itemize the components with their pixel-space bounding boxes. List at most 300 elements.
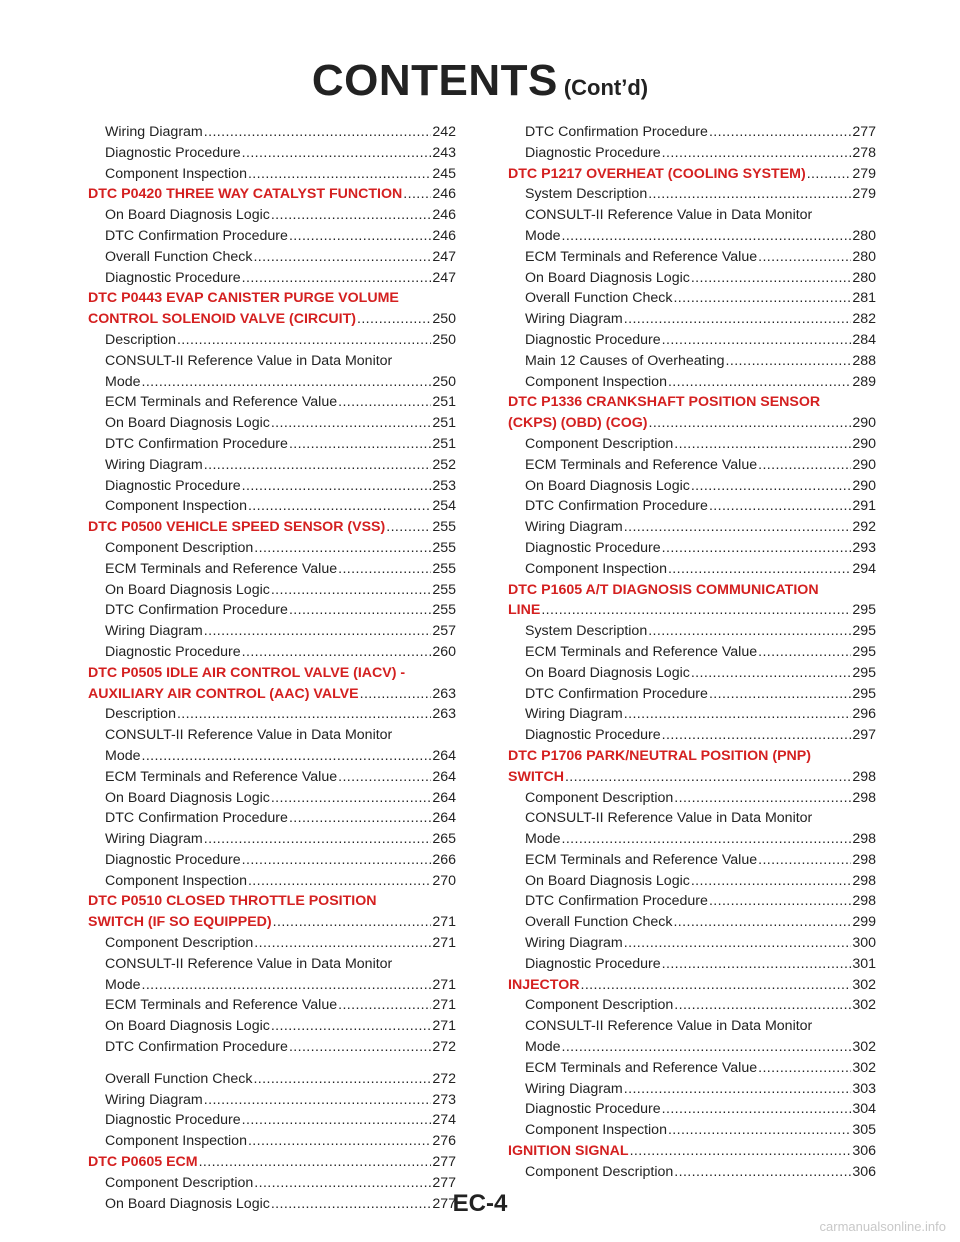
- toc-dot-leader: [254, 933, 431, 954]
- toc-page-number: 302: [852, 1039, 876, 1056]
- toc-page-number: 277: [432, 1195, 456, 1212]
- toc-subentry[interactable]: [508, 372, 876, 393]
- toc-dot-leader: [271, 413, 432, 434]
- toc-entry-title: Wiring Diagram: [525, 1080, 623, 1097]
- toc-subentry[interactable]: [88, 268, 456, 289]
- toc-subentry[interactable]: [508, 663, 876, 684]
- toc-entry-title: DTC Confirmation Procedure: [525, 498, 708, 515]
- toc-dot-leader: [142, 746, 432, 767]
- toc-subentry[interactable]: [508, 288, 876, 309]
- toc-entry-title: CONSULT-II Reference Value in Data Monitor: [105, 727, 393, 744]
- toc-subentry[interactable]: [88, 226, 456, 247]
- toc-entry-title: Mode: [105, 976, 141, 993]
- toc-entry-title: Component Inspection: [105, 165, 247, 182]
- toc-subentry[interactable]: [88, 600, 456, 621]
- toc-entry-title: Component Description: [525, 997, 674, 1014]
- toc-section-entry[interactable]: [88, 309, 456, 330]
- toc-subentry[interactable]: [88, 122, 456, 143]
- toc-entry-title: Main 12 Causes of Overheating: [525, 352, 725, 369]
- toc-section-title: DTC P0510 CLOSED THROTTLE POSITION: [88, 893, 377, 910]
- toc-entry-title: Description: [105, 706, 176, 723]
- toc-subentry[interactable]: [88, 808, 456, 829]
- toc-section-entry[interactable]: [88, 684, 456, 705]
- toc-subentry[interactable]: [508, 725, 876, 746]
- toc-entry-title: On Board Diagnosis Logic: [105, 415, 270, 432]
- toc-entry-title: Overall Function Check: [525, 290, 673, 307]
- toc-subentry[interactable]: [508, 871, 876, 892]
- toc-page-number: 300: [852, 935, 876, 952]
- toc-entry-title: CONSULT-II Reference Value in Data Monitor: [105, 352, 393, 369]
- toc-entry-title: Component Description: [105, 539, 254, 556]
- toc-subentry[interactable]: [88, 788, 456, 809]
- toc-dot-leader: [668, 1120, 851, 1141]
- toc-dot-leader: [624, 309, 852, 330]
- toc-page-number: 302: [852, 997, 876, 1014]
- toc-dot-leader: [662, 1099, 852, 1120]
- toc-dot-leader: [338, 392, 431, 413]
- toc-section-entry[interactable]: [508, 975, 876, 996]
- toc-dot-leader: [253, 247, 431, 268]
- toc-page-number: 282: [852, 311, 876, 328]
- toc-dot-leader: [709, 891, 851, 912]
- toc-entry-title: DTC Confirmation Procedure: [105, 227, 288, 244]
- toc-entry-title: Diagnostic Procedure: [105, 269, 241, 286]
- toc-dot-leader: [709, 122, 851, 143]
- toc-dot-leader: [691, 663, 852, 684]
- toc-subentry[interactable]: [508, 621, 876, 642]
- toc-dot-leader: [271, 1016, 432, 1037]
- toc-page-number: 284: [852, 331, 876, 348]
- toc-entry-title: Wiring Diagram: [105, 1091, 203, 1108]
- toc-dot-leader: [674, 1162, 851, 1183]
- toc-entry-title: Overall Function Check: [105, 248, 253, 265]
- toc-section-title: CONTROL SOLENOID VALVE (CIRCUIT): [88, 311, 356, 328]
- toc-entry-title: ECM Terminals and Reference Value: [525, 456, 758, 473]
- toc-entry-title: CONSULT-II Reference Value in Data Monitor: [525, 1018, 813, 1035]
- toc-subentry[interactable]: [88, 1131, 456, 1152]
- toc-dot-leader: [673, 288, 851, 309]
- toc-page-number: 253: [432, 477, 456, 494]
- toc-entry-title: Diagnostic Procedure: [525, 727, 661, 744]
- toc-entry-title: DTC Confirmation Procedure: [105, 435, 288, 452]
- toc-dot-leader: [649, 413, 852, 434]
- toc-page-number: 251: [432, 415, 456, 432]
- toc-subentry[interactable]: [88, 829, 456, 850]
- toc-dot-leader: [289, 600, 431, 621]
- toc-dot-leader: [668, 559, 851, 580]
- toc-subentry[interactable]: [88, 205, 456, 226]
- toc-left-column: [88, 122, 456, 1214]
- toc-subentry: [508, 1016, 876, 1037]
- toc-subentry[interactable]: [88, 413, 456, 434]
- toc-page-number: 295: [852, 664, 876, 681]
- toc-entry-title: System Description: [525, 186, 648, 203]
- toc-section-title: IGNITION SIGNAL: [508, 1143, 629, 1160]
- toc-page-number: 273: [432, 1091, 456, 1108]
- toc-page-number: 247: [432, 269, 456, 286]
- toc-dot-leader: [758, 247, 851, 268]
- toc-dot-leader: [271, 580, 432, 601]
- toc-subentry[interactable]: [508, 850, 876, 871]
- toc-subentry[interactable]: [508, 476, 876, 497]
- page-title: [0, 56, 960, 106]
- toc-subentry[interactable]: [88, 767, 456, 788]
- toc-page-number: 295: [852, 643, 876, 660]
- toc-subentry[interactable]: [88, 164, 456, 185]
- toc-page-number: 271: [432, 1018, 456, 1035]
- toc-page-number: 277: [432, 1174, 456, 1191]
- toc-subentry[interactable]: [88, 995, 456, 1016]
- toc-entry-title: Component Inspection: [525, 1122, 667, 1139]
- toc-subentry[interactable]: [88, 372, 456, 393]
- toc-page-number: 274: [432, 1112, 456, 1129]
- toc-dot-leader: [674, 995, 851, 1016]
- toc-section-entry: [508, 392, 876, 413]
- toc-page-number: 298: [852, 872, 876, 889]
- toc-section-title: DTC P0605 ECM: [88, 1154, 198, 1171]
- toc-dot-leader: [758, 850, 851, 871]
- toc-subentry[interactable]: [88, 496, 456, 517]
- toc-page-number: 277: [852, 124, 876, 140]
- toc-subentry[interactable]: [508, 995, 876, 1016]
- toc-dot-leader: [709, 496, 851, 517]
- toc-dot-leader: [758, 1058, 851, 1079]
- toc-entry-title: On Board Diagnosis Logic: [525, 477, 690, 494]
- page-number: EC-4: [452, 1190, 508, 1217]
- toc-entry-title: Component Inspection: [525, 560, 667, 577]
- toc-dot-leader: [248, 164, 431, 185]
- toc-entry-title: On Board Diagnosis Logic: [525, 664, 690, 681]
- toc-entry-title: DTC Confirmation Procedure: [105, 810, 288, 827]
- toc-page-number: 251: [432, 394, 456, 411]
- toc-dot-leader: [338, 767, 431, 788]
- toc-subentry[interactable]: [508, 122, 876, 143]
- toc-dot-leader: [565, 767, 851, 788]
- toc-subentry[interactable]: [88, 746, 456, 767]
- toc-entry-title: Wiring Diagram: [105, 623, 203, 640]
- toc-subentry[interactable]: [508, 330, 876, 351]
- toc-dot-leader: [338, 995, 431, 1016]
- toc-section-entry[interactable]: [88, 517, 456, 538]
- toc-dot-leader: [289, 808, 431, 829]
- toc-subentry[interactable]: [508, 309, 876, 330]
- toc-dot-leader: [242, 642, 432, 663]
- toc-subentry[interactable]: [508, 891, 876, 912]
- toc-page-number: 280: [852, 227, 876, 244]
- toc-entry-title: On Board Diagnosis Logic: [105, 581, 270, 598]
- toc-page-number: 280: [852, 248, 876, 265]
- toc-page-number: 295: [852, 623, 876, 640]
- toc-entry-title: ECM Terminals and Reference Value: [525, 1059, 758, 1076]
- toc-subentry[interactable]: [508, 954, 876, 975]
- toc-section-entry[interactable]: [508, 600, 876, 621]
- toc-page-number: 295: [852, 685, 876, 702]
- toc-subentry[interactable]: [508, 455, 876, 476]
- toc-dot-leader: [562, 829, 852, 850]
- toc-page-number: 298: [852, 831, 876, 848]
- toc-dot-leader: [248, 1131, 431, 1152]
- toc-subentry[interactable]: [88, 559, 456, 580]
- toc-page-number: 288: [852, 352, 876, 369]
- toc-subentry[interactable]: [88, 975, 456, 996]
- toc-dot-leader: [624, 704, 852, 725]
- toc-dot-leader: [242, 1110, 432, 1131]
- toc-page-number: 250: [432, 331, 456, 348]
- toc-subentry[interactable]: [88, 621, 456, 642]
- toc-dot-leader: [289, 226, 431, 247]
- toc-section-title: DTC P0443 EVAP CANISTER PURGE VOLUME: [88, 290, 399, 307]
- toc-section-entry[interactable]: [508, 164, 876, 185]
- toc-subentry[interactable]: [508, 933, 876, 954]
- toc-entry-title: Mode: [105, 373, 141, 390]
- toc-dot-leader: [630, 1141, 852, 1162]
- toc-subentry[interactable]: [88, 1016, 456, 1037]
- toc-page-number: 266: [432, 851, 456, 868]
- toc-subentry[interactable]: [508, 559, 876, 580]
- toc-subentry[interactable]: [88, 871, 456, 892]
- toc-subentry[interactable]: [88, 1037, 456, 1058]
- toc-entry-title: Diagnostic Procedure: [525, 955, 661, 972]
- toc-section-entry[interactable]: [508, 1141, 876, 1162]
- toc-dot-leader: [673, 912, 851, 933]
- toc-page-number: 260: [432, 643, 456, 660]
- toc-page-number: 276: [432, 1133, 456, 1150]
- toc-dot-leader: [662, 143, 852, 164]
- toc-entry-title: Mode: [525, 1039, 561, 1056]
- toc-section-entry: [88, 663, 456, 684]
- toc-page-number: 263: [432, 685, 456, 702]
- toc-entry-title: DTC Confirmation Procedure: [105, 602, 288, 619]
- toc-dot-leader: [177, 330, 431, 351]
- toc-subentry[interactable]: [508, 829, 876, 850]
- toc-section-entry[interactable]: [88, 184, 456, 205]
- toc-page-number: 306: [852, 1163, 876, 1180]
- toc-entry-title: Component Inspection: [525, 373, 667, 390]
- toc-subentry[interactable]: [508, 496, 876, 517]
- toc-dot-leader: [204, 122, 432, 143]
- toc-section-entry[interactable]: [88, 1152, 456, 1173]
- toc-page-number: 293: [852, 539, 876, 556]
- toc-page-number: 298: [852, 789, 876, 806]
- toc-section-title: LINE: [508, 602, 541, 619]
- toc-subentry[interactable]: [508, 642, 876, 663]
- toc-section-title: DTC P0500 VEHICLE SPEED SENSOR (VSS): [88, 519, 386, 536]
- toc-subentry[interactable]: [88, 476, 456, 497]
- toc-page-number: 301: [852, 955, 876, 972]
- toc-dot-leader: [254, 538, 431, 559]
- toc-page-number: 270: [432, 872, 456, 889]
- toc-entry-title: Mode: [525, 227, 561, 244]
- toc-entry-title: Mode: [105, 747, 141, 764]
- toc-subentry[interactable]: [508, 684, 876, 705]
- toc-entry-title: Component Inspection: [105, 872, 247, 889]
- toc-page-number: 255: [432, 539, 456, 556]
- toc-dot-leader: [242, 850, 432, 871]
- toc-dot-leader: [648, 621, 851, 642]
- toc-subentry[interactable]: [508, 538, 876, 559]
- toc-subentry[interactable]: [508, 143, 876, 164]
- toc-subentry[interactable]: [88, 850, 456, 871]
- toc-entry-title: DTC Confirmation Procedure: [105, 1039, 288, 1056]
- toc-dot-leader: [807, 164, 852, 185]
- toc-entry-title: On Board Diagnosis Logic: [525, 269, 690, 286]
- toc-section-title: DTC P1217 OVERHEAT (COOLING SYSTEM): [508, 165, 806, 182]
- toc-entry-title: ECM Terminals and Reference Value: [525, 643, 758, 660]
- toc-page-number: 264: [432, 768, 456, 785]
- toc-dot-leader: [177, 704, 431, 725]
- toc-subentry[interactable]: [88, 933, 456, 954]
- toc-subentry[interactable]: [508, 434, 876, 455]
- toc-subentry[interactable]: [508, 184, 876, 205]
- toc-subentry[interactable]: [88, 392, 456, 413]
- toc-dot-leader: [662, 725, 852, 746]
- toc-entry-title: Diagnostic Procedure: [105, 1112, 241, 1129]
- toc-entry-title: Diagnostic Procedure: [525, 144, 661, 161]
- toc-section-title: DTC P0420 THREE WAY CATALYST FUNCTION: [88, 186, 403, 203]
- toc-subentry: [508, 808, 876, 829]
- toc-page-number: 298: [852, 893, 876, 910]
- toc-section-entry: [88, 891, 456, 912]
- toc-section-entry[interactable]: [508, 413, 876, 434]
- toc-subentry[interactable]: [508, 351, 876, 372]
- toc-page-number: 255: [432, 560, 456, 577]
- toc-page-number: 272: [432, 1039, 456, 1056]
- toc-entry-title: CONSULT-II Reference Value in Data Monitor: [525, 207, 813, 224]
- toc-subentry[interactable]: [508, 1058, 876, 1079]
- toc-subentry[interactable]: [88, 1069, 456, 1090]
- toc-section-title: DTC P1706 PARK/NEUTRAL POSITION (PNP): [508, 747, 811, 764]
- toc-subentry[interactable]: [508, 704, 876, 725]
- toc-dot-leader: [271, 788, 432, 809]
- toc-entry-title: Diagnostic Procedure: [105, 851, 241, 868]
- toc-entry-title: Diagnostic Procedure: [105, 643, 241, 660]
- toc-page-number: 250: [432, 311, 456, 328]
- toc-page-number: 290: [852, 435, 876, 452]
- toc-entry-title: Component Description: [525, 435, 674, 452]
- toc-subentry[interactable]: [508, 268, 876, 289]
- toc-page-number: 263: [432, 706, 456, 723]
- toc-subentry[interactable]: [88, 434, 456, 455]
- toc-page-number: 255: [432, 602, 456, 619]
- toc-dot-leader: [403, 184, 431, 205]
- toc-subentry[interactable]: [88, 1090, 456, 1111]
- toc-entry-title: CONSULT-II Reference Value in Data Monitor: [105, 955, 393, 972]
- toc-entry-title: Wiring Diagram: [105, 831, 203, 848]
- toc-section-title: SWITCH (IF SO EQUIPPED): [88, 914, 272, 931]
- toc-page-number: 302: [852, 976, 876, 993]
- toc-dot-leader: [242, 268, 432, 289]
- toc-section-title: INJECTOR: [508, 976, 580, 993]
- toc-entry-title: Overall Function Check: [105, 1070, 253, 1087]
- toc-page-number: 296: [852, 706, 876, 723]
- toc-dot-leader: [562, 1037, 852, 1058]
- toc-subentry[interactable]: [88, 642, 456, 663]
- toc-dot-leader: [648, 184, 851, 205]
- toc-dot-leader: [386, 517, 431, 538]
- toc-section-title: SWITCH: [508, 768, 564, 785]
- toc-dot-leader: [360, 684, 432, 705]
- toc-dot-leader: [242, 143, 432, 164]
- toc-entry-title: Wiring Diagram: [525, 706, 623, 723]
- toc-subentry[interactable]: [88, 538, 456, 559]
- toc-entry-title: Wiring Diagram: [105, 456, 203, 473]
- toc-page-number: 271: [432, 935, 456, 952]
- toc-section-title: DTC P1605 A/T DIAGNOSIS COMMUNICATION: [508, 581, 819, 598]
- toc-page-number: 290: [852, 456, 876, 473]
- toc-entry-title: System Description: [525, 623, 648, 640]
- toc-page-number: 255: [432, 519, 456, 536]
- toc-page-number: 272: [432, 1070, 456, 1087]
- toc-entry-title: ECM Terminals and Reference Value: [525, 851, 758, 868]
- toc-page-number: 246: [432, 186, 456, 203]
- toc-dot-leader: [142, 975, 432, 996]
- toc-subentry[interactable]: [88, 143, 456, 164]
- toc-subentry[interactable]: [508, 1099, 876, 1120]
- toc-entry-title: DTC Confirmation Procedure: [525, 685, 708, 702]
- toc-subentry[interactable]: [508, 517, 876, 538]
- toc-subentry[interactable]: [508, 1037, 876, 1058]
- toc-page-number: 264: [432, 789, 456, 806]
- toc-entry-title: ECM Terminals and Reference Value: [105, 768, 338, 785]
- toc-subentry[interactable]: [88, 330, 456, 351]
- toc-subentry[interactable]: [88, 455, 456, 476]
- toc-page-number: 242: [432, 124, 456, 140]
- toc-section-entry[interactable]: [88, 912, 456, 933]
- toc-dot-leader: [242, 476, 432, 497]
- toc-entry-title: Component Description: [525, 1163, 674, 1180]
- toc-dot-leader: [204, 621, 432, 642]
- toc-section-title: DTC P0505 IDLE AIR CONTROL VALVE (IACV) -: [88, 664, 406, 681]
- toc-subentry[interactable]: [88, 247, 456, 268]
- toc-entry-title: Component Inspection: [105, 498, 247, 515]
- toc-subentry[interactable]: [508, 1079, 876, 1100]
- toc-right-column: [508, 122, 876, 1183]
- toc-entry-title: Wiring Diagram: [105, 124, 203, 140]
- toc-entry-title: Component Description: [105, 935, 254, 952]
- toc-entry-title: ECM Terminals and Reference Value: [105, 394, 338, 411]
- toc-page-number: 277: [432, 1154, 456, 1171]
- toc-dot-leader: [624, 933, 852, 954]
- toc-page-number: 255: [432, 581, 456, 598]
- toc-subentry[interactable]: [508, 247, 876, 268]
- toc-dot-leader: [273, 912, 432, 933]
- toc-dot-leader: [253, 1069, 431, 1090]
- toc-subentry[interactable]: [508, 1162, 876, 1183]
- toc-subentry[interactable]: [508, 788, 876, 809]
- toc-entry-title: On Board Diagnosis Logic: [105, 1195, 270, 1212]
- toc-subentry[interactable]: [88, 1110, 456, 1131]
- toc-dot-leader: [758, 642, 851, 663]
- toc-subentry[interactable]: [508, 1120, 876, 1141]
- toc-section-entry: [508, 580, 876, 601]
- toc-entry-title: Diagnostic Procedure: [105, 144, 241, 161]
- toc-entry-title: Diagnostic Procedure: [525, 1101, 661, 1118]
- toc-page-number: 279: [852, 165, 876, 182]
- toc-page-number: 289: [852, 373, 876, 390]
- toc-section-entry[interactable]: [508, 767, 876, 788]
- toc-section-entry: [508, 746, 876, 767]
- toc-entry-title: DTC Confirmation Procedure: [525, 893, 708, 910]
- toc-dot-leader: [142, 372, 432, 393]
- toc-subentry[interactable]: [88, 704, 456, 725]
- toc-dot-leader: [624, 1079, 852, 1100]
- toc-subentry[interactable]: [88, 580, 456, 601]
- toc-subentry: [508, 205, 876, 226]
- toc-subentry[interactable]: [508, 912, 876, 933]
- toc-subentry[interactable]: [508, 226, 876, 247]
- toc-dot-leader: [338, 559, 431, 580]
- toc-page-number: 303: [852, 1080, 876, 1097]
